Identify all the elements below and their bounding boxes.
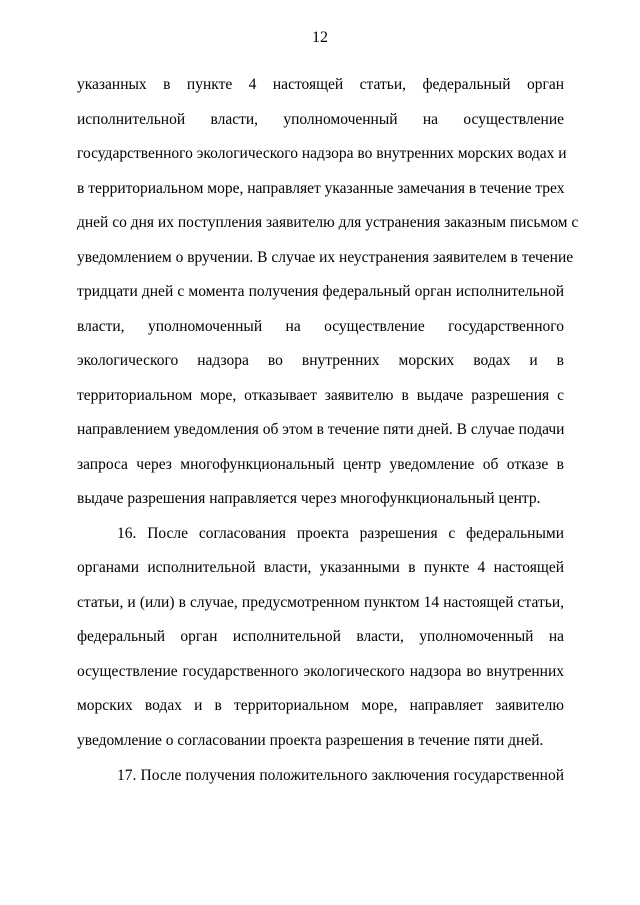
- text-line: уведомление о согласовании проекта разрешения в течение пяти дней.: [77, 732, 544, 749]
- text-line: тридцати дней с момента получения федеральный орган исполнительной: [77, 283, 564, 300]
- text-line: территориальном море, отказывает заявителю в выдаче разрешения с: [77, 387, 564, 404]
- text-line: направлением уведомления об этом в течение пяти дней. В случае подачи: [77, 421, 565, 438]
- text-line: власти, уполномоченный на осуществление государственного: [77, 318, 564, 335]
- paragraph-16-start: 16. После согласования проекта разрешения с федеральными: [117, 525, 564, 542]
- text-line: экологического надзора во внутренних морских водах и в: [77, 352, 564, 369]
- text-line: морских водах и в территориальном море, направляет заявителю: [77, 697, 564, 714]
- text-line: указанных в пункте 4 настоящей статьи, федеральный орган: [77, 76, 564, 93]
- text-line: дней со дня их поступления заявителю для устранения заказным письмом с: [77, 214, 579, 231]
- text-line: органами исполнительной власти, указанными в пункте 4 настоящей: [77, 559, 564, 576]
- text-line: выдаче разрешения направляется через многофункциональный центр.: [77, 490, 541, 507]
- text-line: статьи, и (или) в случае, предусмотренном пунктом 14 настоящей статьи,: [77, 594, 564, 611]
- text-line: федеральный орган исполнительной власти, уполномоченный на: [77, 628, 564, 645]
- text-line: осуществление государственного экологического надзора во внутренних: [77, 663, 564, 680]
- text-line: государственного экологического надзора во внутренних морских водах и: [77, 145, 567, 162]
- page-number: 12: [312, 29, 328, 46]
- paragraph-17-start: 17. После получения положительного заключения государственной: [117, 767, 564, 784]
- text-line: в территориальном море, направляет указанные замечания в течение трех: [77, 180, 565, 197]
- text-line: запроса через многофункциональный центр уведомление об отказе в: [77, 456, 564, 473]
- text-line: исполнительной власти, уполномоченный на осуществление: [77, 111, 564, 128]
- text-line: уведомлением о вручении. В случае их неустранения заявителем в течение: [77, 249, 574, 266]
